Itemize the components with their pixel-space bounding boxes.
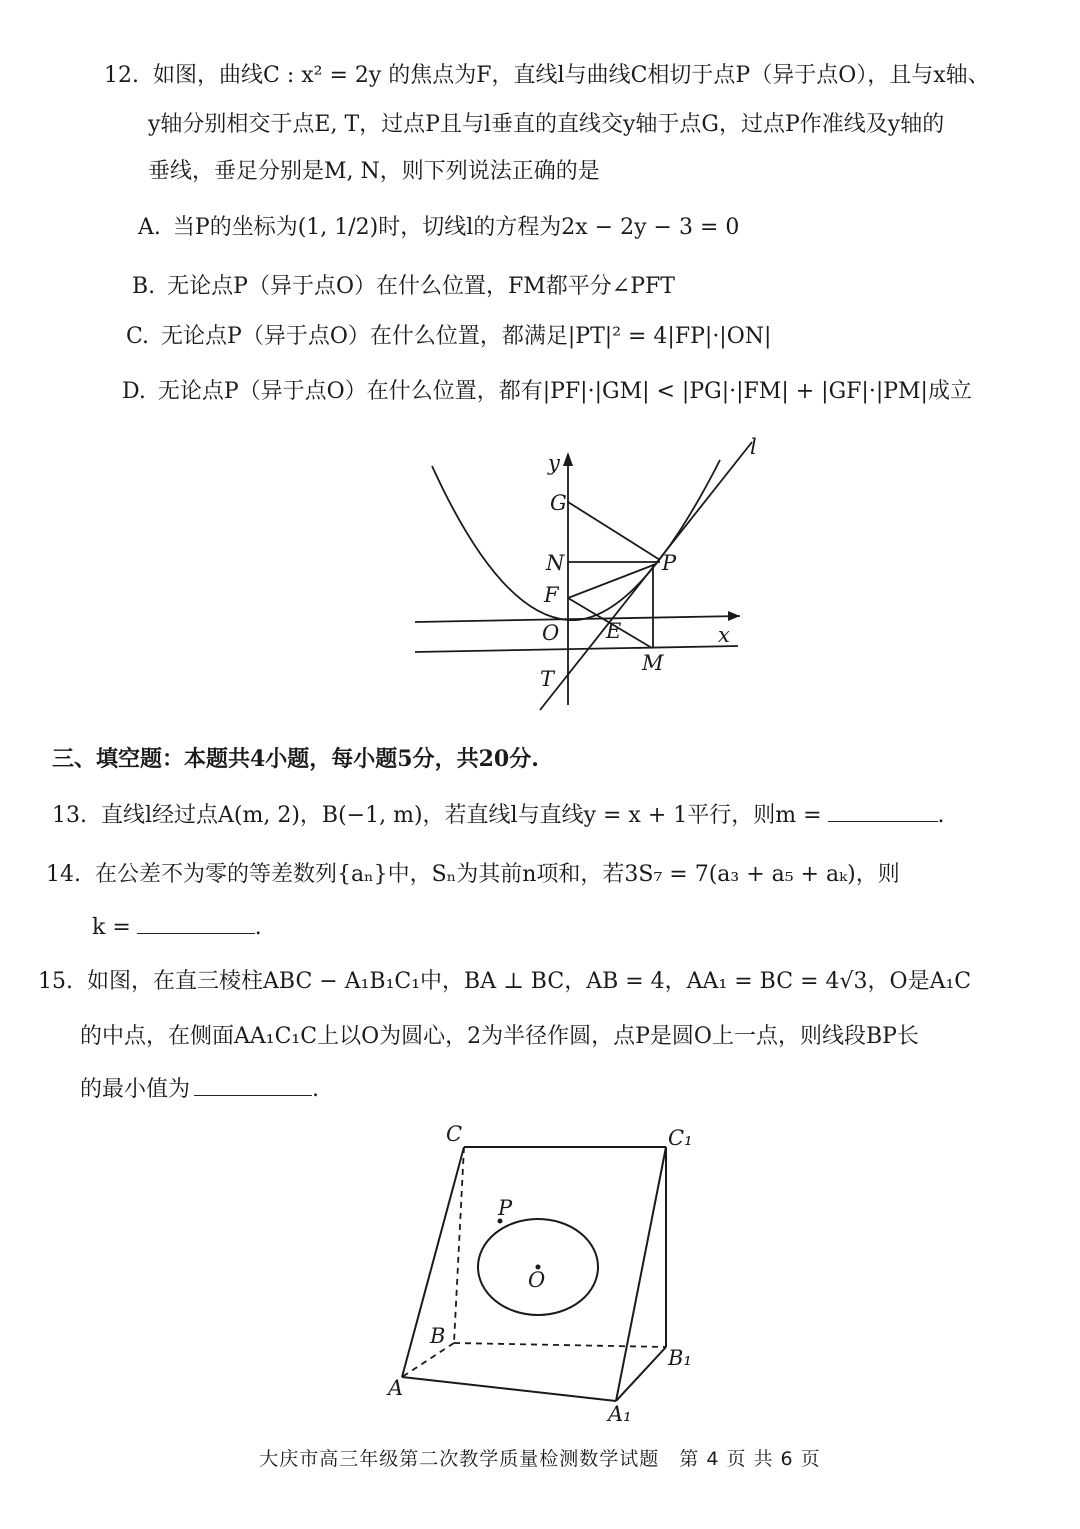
q15-line1 — [38, 968, 971, 996]
q15-prism-figure — [380, 1115, 710, 1425]
label-c: C — [446, 1122, 463, 1146]
x-axis-arrow — [728, 611, 740, 621]
edge-c1-a1 — [616, 1147, 666, 1401]
q12-option-a — [138, 214, 739, 242]
q12-option-d — [122, 378, 972, 406]
q15-line3 — [80, 1075, 319, 1104]
edge-a-a1 — [402, 1377, 616, 1401]
label-g: G — [550, 491, 567, 515]
label-e: E — [606, 619, 622, 643]
q12-option-b — [132, 273, 675, 301]
label-f: F — [544, 583, 559, 607]
label-n: N — [546, 551, 565, 575]
label-x: x — [718, 623, 730, 647]
q13-end: . — [937, 803, 945, 828]
q14-number: 14. — [46, 862, 81, 887]
label-a: A — [388, 1376, 404, 1400]
q13 — [52, 801, 945, 830]
edge-b1-a1 — [616, 1347, 666, 1401]
q13-text: 直线l经过点A(m, 2)，B(−1, m)，若直线l与直线y = x + 1平行，则m = — [101, 803, 822, 828]
option-text: 无论点P（异于点O）在什么位置，FM都平分∠PFT — [167, 274, 675, 299]
option-label: C. — [126, 324, 150, 349]
label-m: M — [642, 651, 664, 675]
q14-answer-blank[interactable] — [137, 913, 255, 934]
q12-parabola-figure — [400, 430, 760, 720]
q12-stem-2: y轴分别相交于点E, T，过点P且与l垂直的直线交y轴于点G，过点P作准线及y轴的 — [148, 112, 945, 137]
y-axis-arrow — [563, 452, 573, 466]
directrix-line — [415, 646, 738, 652]
q15-text-3: 的最小值为 — [80, 1077, 191, 1102]
page-footer: 大庆市高三年级第二次教学质量检测数学试题 第 4 页 共 6 页 — [259, 1448, 821, 1470]
q15-answer-blank[interactable] — [194, 1075, 312, 1096]
label-b: B — [430, 1324, 446, 1348]
q12-option-c — [126, 323, 771, 351]
q12-stem-1: 如图，曲线C : x² = 2y 的焦点为F，直线l与曲线C相切于点P（异于点O），且与x轴、 — [153, 63, 990, 88]
parabola-curve — [432, 460, 720, 620]
q14-end: . — [254, 915, 262, 940]
label-p: P — [498, 1196, 513, 1220]
q12-line1 — [104, 62, 990, 90]
option-label: D. — [122, 379, 146, 404]
q13-number: 13. — [52, 803, 87, 828]
segment-gp — [568, 502, 660, 560]
q12-number: 12. — [104, 63, 139, 88]
label-p: P — [662, 551, 677, 575]
edge-b-b1-hidden — [454, 1343, 666, 1347]
q12-stem-3: 垂线，垂足分别是M, N，则下列说法正确的是 — [148, 159, 600, 184]
q15-number: 15. — [38, 969, 73, 994]
option-text: 当P的坐标为(1, 1/2)时，切线l的方程为2x − 2y − 3 = 0 — [172, 215, 740, 240]
q15-text-1: 如图，在直三棱柱ABC − A₁B₁C₁中，BA ⊥ BC，AB = 4，AA₁ = BC = 4√3，O是A₁C — [87, 969, 972, 994]
q14-line2 — [92, 913, 262, 942]
label-y: y — [548, 451, 560, 475]
q13-answer-blank[interactable] — [828, 801, 938, 822]
section-3-title: 三、填空题：本题共4小题，每小题5分，共20分. — [52, 746, 539, 772]
label-l: l — [750, 435, 757, 459]
q14-text: 在公差不为零的等差数列{aₙ}中，Sₙ为其前n项和，若3S₇ = 7(a₃ + a₅ + aₖ)，则 — [95, 862, 900, 887]
label-a1: A₁ — [608, 1402, 632, 1425]
option-text: 无论点P（异于点O）在什么位置，都满足|PT|² = 4|FP|·|ON| — [161, 324, 772, 349]
option-label: B. — [132, 274, 156, 299]
q14-line1 — [46, 861, 900, 889]
label-c1: C₁ — [668, 1126, 693, 1150]
label-b1: B₁ — [668, 1346, 692, 1370]
label-o: O — [542, 621, 560, 645]
label-o: O — [528, 1268, 546, 1292]
option-text: 无论点P（异于点O）在什么位置，都有|PF|·|GM| < |PG|·|FM| + |GF|·|PM|成立 — [157, 379, 972, 404]
option-label: A. — [138, 215, 161, 240]
q15-text-2: 的中点，在侧面AA₁C₁C上以O为圆心，2为半径作圆，点P是圆O上一点，则线段BP长 — [80, 1024, 919, 1049]
q15-end: . — [312, 1077, 320, 1102]
q14-k-label: k = — [92, 915, 131, 940]
label-t: T — [540, 667, 555, 691]
